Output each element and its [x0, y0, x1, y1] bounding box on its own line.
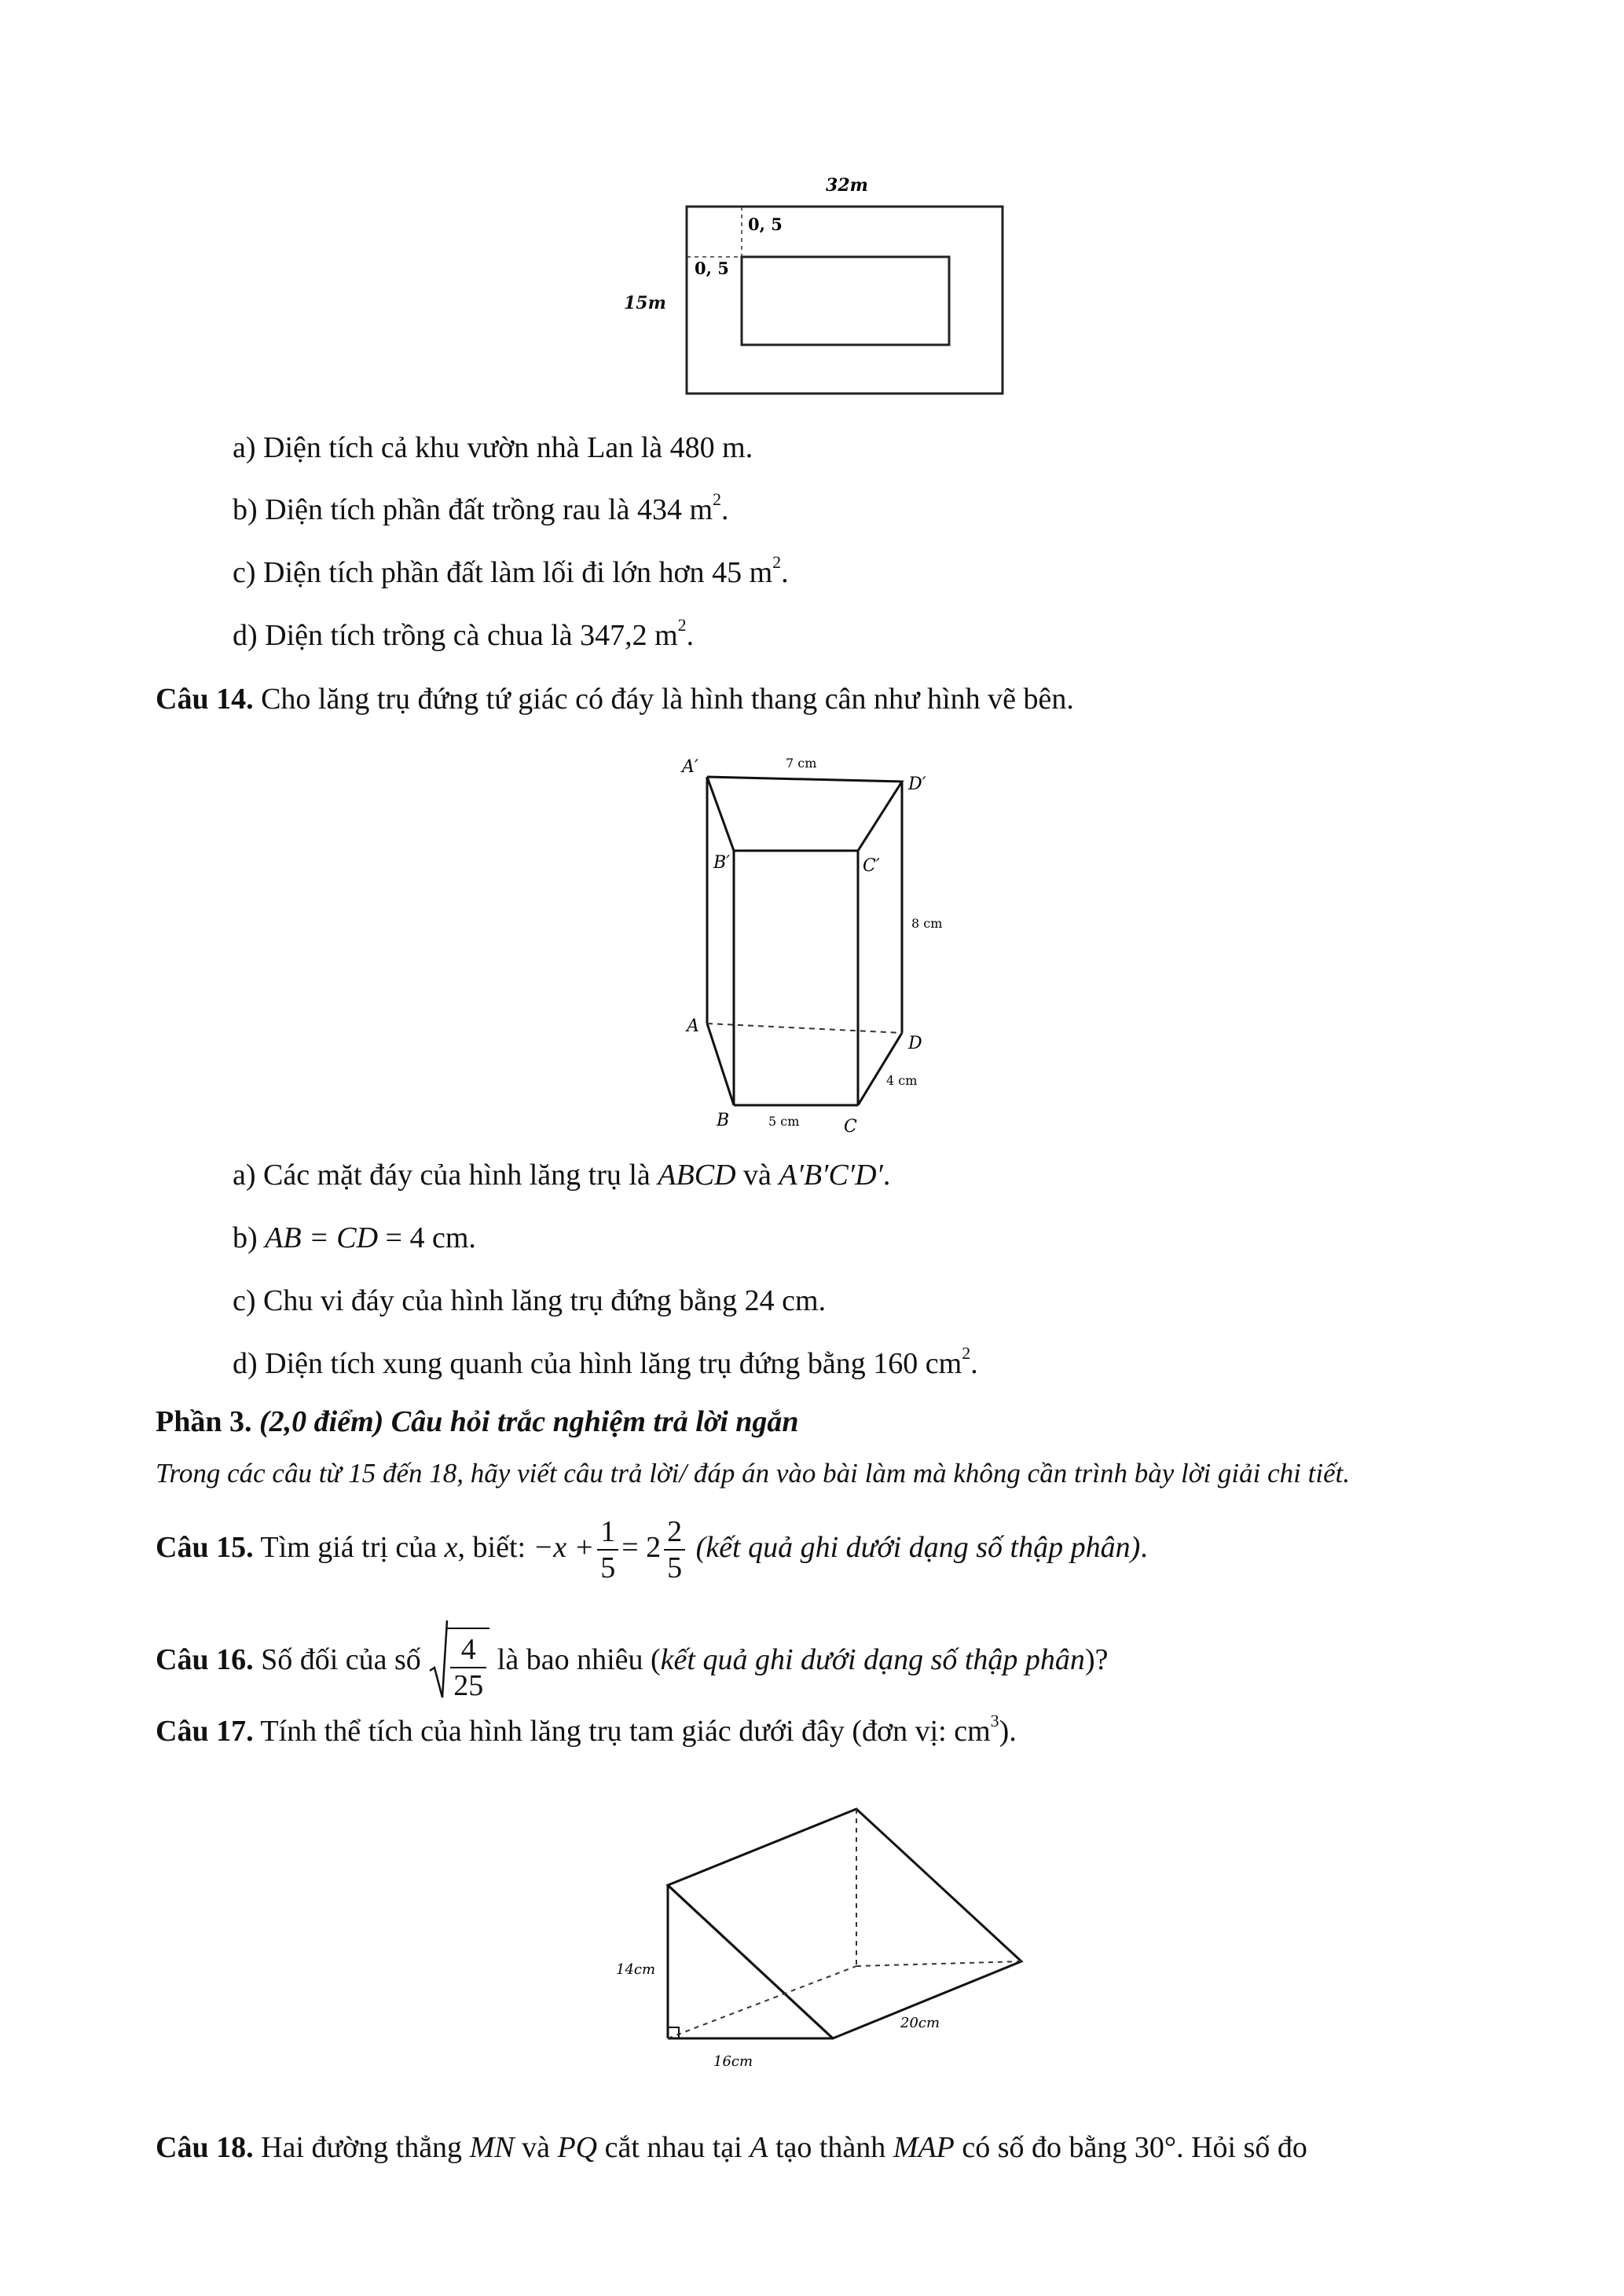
q14-option-a: a) Các mặt đáy của hình lăng trụ là ABCD và A′B′C′D′.: [233, 1159, 891, 1192]
q15-stem: Câu 15. Tìm giá trị của x, biết: −x + $\frac{1}{5}$ = 2 $\frac{2}{5}$ (kết quả ghi dưới dạng số thập phân).: [156, 1515, 1148, 1585]
q13-option-a: a) Diện tích cả khu vườn nhà Lan là 480 m.: [233, 431, 753, 464]
q14-stem: Câu 14. Cho lăng trụ đứng tứ giác có đáy là hình thang cân như hình vẽ bên.: [156, 683, 1074, 716]
prism-top-length: 7 cm: [786, 756, 817, 771]
vertex-b: B: [717, 1111, 730, 1130]
vertex-b1: B′: [713, 853, 731, 873]
vertex-a: A: [687, 1016, 699, 1036]
part3-instruction: Trong các câu từ 15 đến 18, hãy viết câu trả lời/ đáp án vào bài làm mà không cần trình bày lời giải chi tiết.: [156, 1458, 1351, 1489]
q16-stem: Câu 16. Số đối của số $\frac{4}{25}$ là bao nhiêu (kết quả ghi dưới dạng số thập phân)?: [156, 1617, 1108, 1703]
q14-option-d: d) Diện tích xung quanh của hình lăng trụ đứng bằng 160 $cm^2$.: [233, 1343, 978, 1380]
garden-figure: [676, 177, 1021, 401]
q13-option-c: c) Diện tích phần đất làm lối đi lớn hơn 45 $m^2$.: [233, 552, 789, 589]
q16-sqrt: $\frac{4}{25}$: [428, 1619, 489, 1705]
q18-stem: Câu 18. Hai đường thẳng MN và PQ cắt nhau tại A tạo thành MAP có số đo bằng 30°. Hỏi số đo: [156, 2131, 1307, 2164]
vertex-a1: A′: [682, 757, 698, 777]
garden-width-label: 32m: [826, 177, 868, 196]
vertex-c: C: [844, 1117, 857, 1135]
garden-left-gap-label: 0, 5: [695, 258, 729, 278]
prism-figure: [676, 750, 959, 1135]
prism-bottom-length: 5 cm: [768, 1114, 800, 1129]
prism-base-label: 16cm: [713, 2053, 753, 2070]
vertex-d: D: [908, 1034, 922, 1053]
garden-inner-rect: [742, 257, 949, 345]
q14-option-c: c) Chu vi đáy của hình lăng trụ đứng bằng 24 cm.: [233, 1284, 827, 1317]
garden-height-label: 15m: [624, 293, 666, 313]
prism-length-label: 20cm: [900, 2015, 940, 2031]
q15-fraction-2: $\frac{2}{5}$: [664, 1514, 685, 1585]
q15-fraction-1: $\frac{1}{5}$: [597, 1514, 618, 1585]
vertex-c1: C′: [863, 856, 880, 876]
q17-stem: Câu 17. Tính thể tích của hình lăng trụ tam giác dưới đây (đơn vị: $cm^3$).: [156, 1711, 1017, 1748]
q13-option-d: d) Diện tích trồng cà chua là 347,2 $m^2$.: [233, 615, 695, 652]
part3-heading: Phần 3. (2,0 điểm) Câu hỏi trắc nghiệm trả lời ngắn: [156, 1405, 799, 1438]
triangular-prism-figure: [605, 1787, 1045, 2078]
prism-side-length: 4 cm: [886, 1073, 918, 1088]
prism-height: 8 cm: [911, 916, 943, 931]
garden-outer-rect: [687, 207, 1003, 394]
garden-top-gap-label: 0, 5: [748, 214, 783, 234]
q14-option-b: b) AB = CD = 4 cm.: [233, 1221, 476, 1254]
q13-option-b: b) Diện tích phần đất trồng rau là 434 $m^2$.: [233, 489, 729, 526]
vertex-d1: D′: [908, 774, 926, 794]
prism-height-label: 14cm: [616, 1961, 656, 1978]
